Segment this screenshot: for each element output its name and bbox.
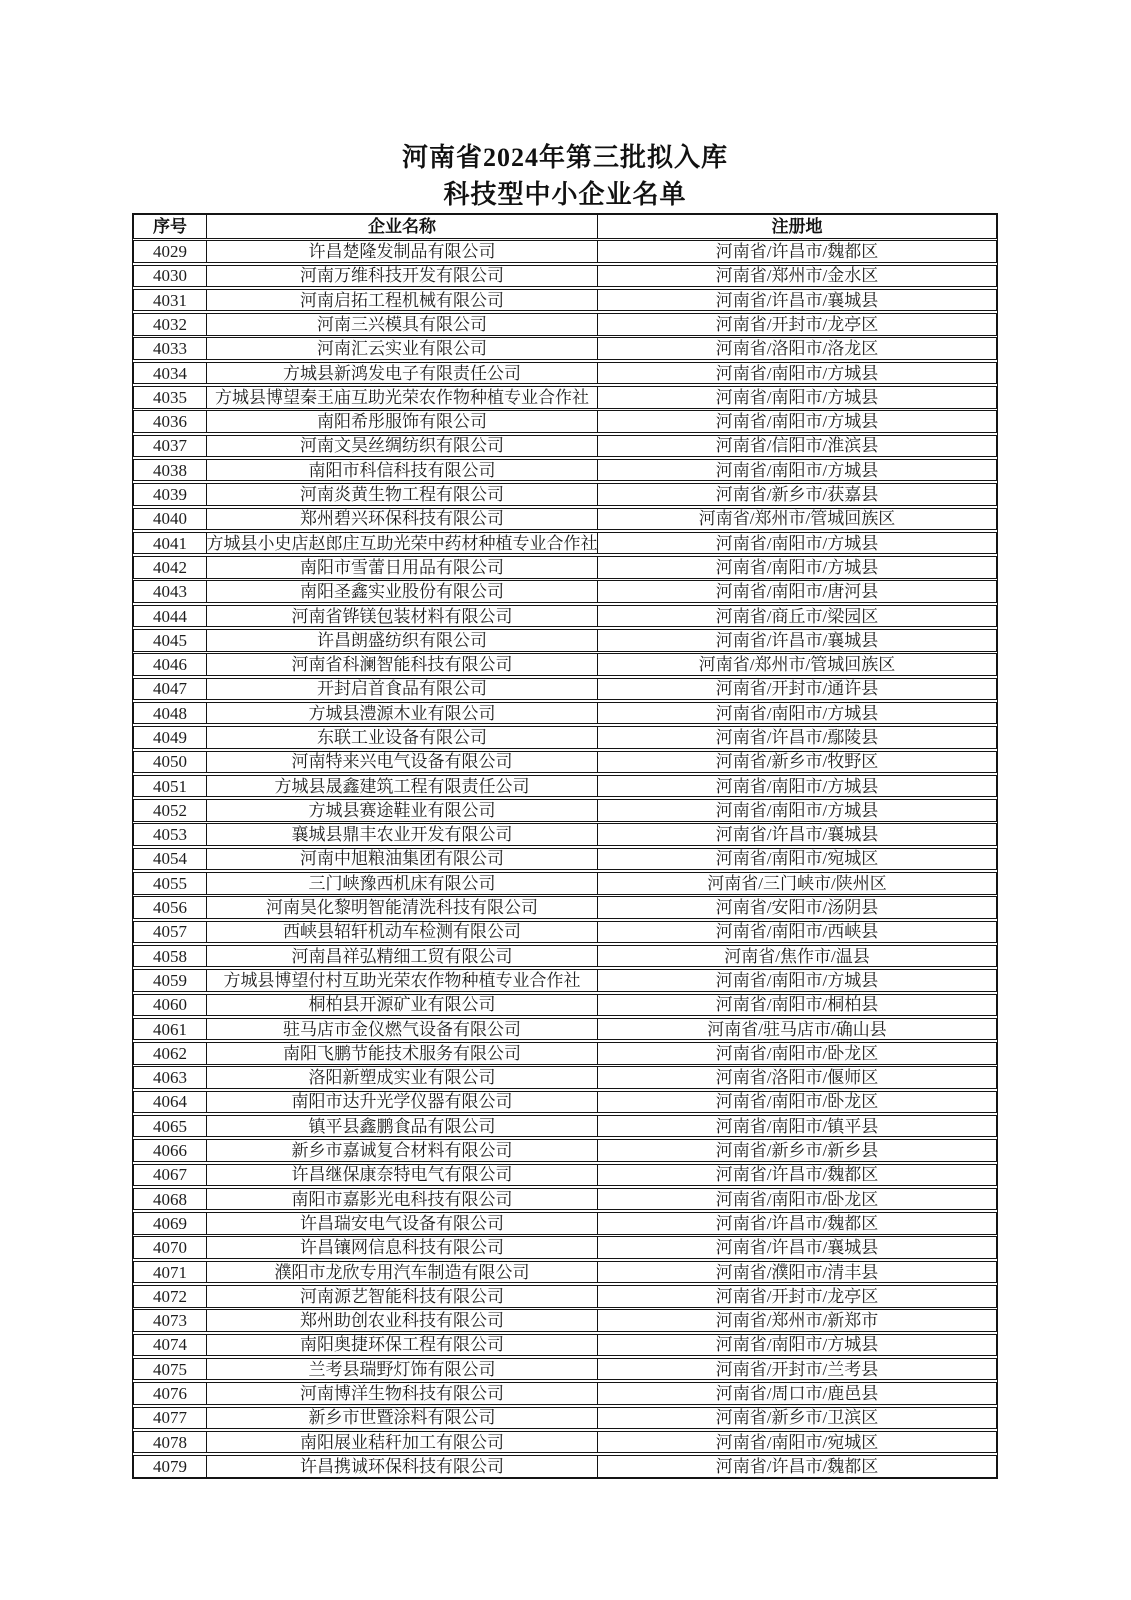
table-row: [133, 459, 997, 482]
table-row: [133, 1455, 997, 1478]
row-region: 河南省/许昌市/襄城县: [715, 825, 879, 845]
row-seq: 4046: [134, 654, 207, 675]
row-region: 河南省/南阳市/方城县: [715, 800, 879, 820]
row-seq: 4054: [134, 849, 207, 870]
table-row: [133, 435, 997, 458]
table-row: [133, 605, 997, 628]
row-seq: 4067: [134, 1165, 207, 1186]
row-region: 河南省/濮阳市/清丰县: [715, 1262, 879, 1282]
table-row: [133, 1334, 997, 1357]
row-company: 许昌朗盛纺织有限公司: [207, 630, 598, 651]
row-region: 河南省/洛阳市/偃师区: [715, 1068, 879, 1088]
table-row: [133, 1285, 997, 1308]
row-company: 方城县新鸿发电子有限责任公司: [207, 363, 598, 384]
row-company: 河南炎黄生物工程有限公司: [207, 484, 598, 505]
row-region: 河南省/三门峡市/陕州区: [707, 873, 887, 893]
row-seq: 4048: [134, 703, 207, 724]
row-seq: 4051: [134, 776, 207, 797]
row-region: 河南省/南阳市/镇平县: [715, 1116, 879, 1136]
row-seq: 4038: [134, 460, 207, 481]
table-row: [133, 556, 997, 579]
row-region: 河南省/商丘市/梁园区: [715, 606, 879, 626]
document-title: [132, 139, 998, 213]
row-company: 南阳圣鑫实业股份有限公司: [207, 581, 598, 602]
table-row: [133, 896, 997, 919]
row-region: 河南省/南阳市/桐柏县: [715, 995, 879, 1015]
row-seq: 4050: [134, 752, 207, 773]
table-body: [133, 240, 997, 1477]
table-row: [133, 1188, 997, 1211]
row-seq: 4070: [134, 1237, 207, 1258]
row-seq: 4029: [134, 241, 207, 262]
row-region: 河南省/许昌市/襄城县: [715, 1238, 879, 1258]
row-region: 河南省/南阳市/方城县: [715, 460, 879, 480]
header-seq: 序号: [134, 215, 207, 238]
row-seq: 4073: [134, 1310, 207, 1331]
row-region: 河南省/南阳市/宛城区: [715, 849, 879, 869]
table-row: [133, 337, 997, 360]
row-region: 河南省/郑州市/管城回族区: [698, 509, 896, 529]
row-company: 河南启拓工程机械有限公司: [207, 290, 598, 311]
table-row: [133, 532, 997, 555]
row-company: 南阳市嘉影光电科技有限公司: [207, 1189, 598, 1210]
row-region: 河南省/开封市/兰考县: [715, 1359, 879, 1379]
table-row: [133, 1358, 997, 1381]
table-row: [133, 313, 997, 336]
row-region: 河南省/许昌市/魏都区: [715, 242, 879, 262]
table-row: [133, 1139, 997, 1162]
row-seq: 4036: [134, 411, 207, 432]
row-company: 开封启首食品有限公司: [207, 679, 598, 700]
row-company: 南阳市雪蕾日用品有限公司: [207, 557, 598, 578]
row-seq: 4035: [134, 387, 207, 408]
row-company: 濮阳市龙欣专用汽车制造有限公司: [207, 1262, 598, 1283]
row-region: 河南省/新乡市/新乡县: [715, 1141, 879, 1161]
table-row: [133, 483, 997, 506]
row-seq: 4049: [134, 727, 207, 748]
row-region: 河南省/许昌市/襄城县: [715, 630, 879, 650]
row-region: 河南省/周口市/鹿邑县: [715, 1384, 879, 1403]
row-region: 河南省/南阳市/方城县: [715, 703, 879, 723]
table-row: [133, 580, 997, 603]
row-company: 河南三兴模具有限公司: [207, 314, 598, 335]
row-region: 河南省/南阳市/方城县: [715, 533, 879, 553]
row-company: 河南文昊丝绸纺织有限公司: [207, 436, 598, 457]
row-company: 南阳希彤服饰有限公司: [207, 411, 598, 432]
row-region: 河南省/许昌市/襄城县: [715, 290, 879, 310]
table-row: [133, 702, 997, 725]
row-region: 河南省/南阳市/方城县: [715, 776, 879, 796]
row-company: 方城县博望秦王庙互助光荣农作物种植专业合作社: [207, 387, 598, 408]
row-region: 河南省/南阳市/方城县: [715, 363, 879, 383]
row-seq: 4076: [134, 1383, 207, 1404]
company-table: [132, 213, 998, 1479]
row-seq: 4059: [134, 970, 207, 991]
row-company: 南阳奥捷环保工程有限公司: [207, 1335, 598, 1356]
table-row: [133, 1042, 997, 1065]
row-region: 河南省/南阳市/方城县: [715, 1335, 879, 1355]
row-region: 河南省/郑州市/管城回族区: [698, 655, 896, 675]
row-seq: 4031: [134, 290, 207, 311]
row-company: 南阳市达升光学仪器有限公司: [207, 1092, 598, 1113]
row-company: 方城县小史店赵郎庄互助光荣中药材种植专业合作社: [207, 533, 598, 553]
row-company: 许昌镶网信息科技有限公司: [207, 1237, 598, 1258]
table-row: [133, 678, 997, 701]
row-company: 镇平县鑫鹏食品有限公司: [207, 1116, 598, 1137]
table-row: [133, 508, 997, 531]
table-row: [133, 1212, 997, 1235]
row-region: 河南省/安阳市/汤阴县: [715, 898, 879, 918]
row-company: 东联工业设备有限公司: [207, 727, 598, 748]
table-row: [133, 410, 997, 433]
row-seq: 4065: [134, 1116, 207, 1137]
row-seq: 4041: [134, 533, 207, 554]
row-company: 许昌瑞安电气设备有限公司: [207, 1213, 598, 1234]
row-company: 方城县澧源木业有限公司: [207, 703, 598, 724]
row-region: 河南省/南阳市/唐河县: [715, 582, 879, 602]
row-seq: 4052: [134, 800, 207, 821]
table-row: [133, 945, 997, 968]
table-row: [133, 848, 997, 871]
row-company: 河南万维科技开发有限公司: [207, 266, 598, 287]
row-company: 兰考县瑞野灯饰有限公司: [207, 1359, 598, 1380]
row-seq: 4057: [134, 922, 207, 943]
row-seq: 4079: [134, 1456, 207, 1477]
row-company: 许昌携诚环保科技有限公司: [207, 1456, 598, 1477]
table-row: [133, 726, 997, 749]
header-company: 企业名称: [207, 215, 598, 238]
table-row: [133, 1261, 997, 1284]
row-region: 河南省/许昌市/魏都区: [715, 1165, 879, 1185]
row-seq: 4075: [134, 1359, 207, 1380]
table-row: [133, 1309, 997, 1332]
table-row: [133, 969, 997, 992]
row-seq: 4064: [134, 1092, 207, 1113]
row-seq: 4071: [134, 1262, 207, 1283]
row-seq: 4045: [134, 630, 207, 651]
row-region: 河南省/许昌市/魏都区: [715, 1213, 879, 1233]
table-row: [133, 1407, 997, 1430]
row-company: 南阳飞鹏节能技术服务有限公司: [207, 1043, 598, 1064]
table-row: [133, 386, 997, 409]
row-region: 河南省/驻马店市/确山县: [707, 1019, 887, 1039]
row-region: 河南省/南阳市/卧龙区: [715, 1043, 879, 1063]
row-company: 河南汇云实业有限公司: [207, 338, 598, 359]
row-company: 驻马店市金仪燃气设备有限公司: [207, 1019, 598, 1040]
row-region: 河南省/焦作市/温县: [724, 946, 870, 966]
table-row: [133, 823, 997, 846]
table-header-row: [133, 214, 997, 239]
table-row: [133, 921, 997, 944]
table-row: [133, 362, 997, 385]
row-company: 河南省铧镁包装材料有限公司: [207, 606, 598, 627]
row-seq: 4056: [134, 897, 207, 918]
row-seq: 4060: [134, 995, 207, 1016]
row-seq: 4039: [134, 484, 207, 505]
row-region: 河南省/南阳市/方城县: [715, 387, 879, 407]
row-company: 河南昌祥弘精细工贸有限公司: [207, 946, 598, 967]
row-company: 桐柏县开源矿业有限公司: [207, 995, 598, 1016]
row-region: 河南省/郑州市/金水区: [715, 266, 879, 286]
table-row: [133, 629, 997, 652]
row-seq: 4040: [134, 509, 207, 530]
table-row: [133, 751, 997, 774]
table-row: [133, 1431, 997, 1454]
row-region: 河南省/南阳市/方城县: [715, 970, 879, 990]
row-region: 河南省/新乡市/卫滨区: [715, 1408, 879, 1428]
row-seq: 4066: [134, 1140, 207, 1161]
row-seq: 4055: [134, 873, 207, 894]
table-row: [133, 1091, 997, 1114]
row-company: 新乡市世暨涂料有限公司: [207, 1408, 598, 1429]
row-seq: 4053: [134, 824, 207, 845]
row-company: 河南省科澜智能科技有限公司: [207, 654, 598, 675]
row-seq: 4030: [134, 266, 207, 287]
row-region: 河南省/开封市/龙亭区: [715, 314, 879, 334]
table-row: [133, 240, 997, 263]
table-row: [133, 1018, 997, 1041]
row-region: 河南省/许昌市/鄢陵县: [715, 727, 879, 747]
row-company: 郑州碧兴环保科技有限公司: [207, 509, 598, 530]
row-seq: 4058: [134, 946, 207, 967]
table-row: [133, 653, 997, 676]
row-region: 河南省/南阳市/方城县: [715, 412, 879, 432]
row-seq: 4047: [134, 679, 207, 700]
row-region: 河南省/南阳市/卧龙区: [715, 1189, 879, 1209]
row-region: 河南省/开封市/通许县: [715, 679, 879, 699]
row-region: 河南省/南阳市/宛城区: [715, 1432, 879, 1452]
table-row: [133, 289, 997, 312]
header-region: 注册地: [771, 216, 823, 236]
row-company: 方城县赛途鞋业有限公司: [207, 800, 598, 821]
row-region: 河南省/新乡市/获嘉县: [715, 485, 879, 505]
table-row: [133, 1164, 997, 1187]
table-row: [133, 994, 997, 1017]
row-company: 洛阳新塑成实业有限公司: [207, 1067, 598, 1088]
row-region: 河南省/信阳市/淮滨县: [715, 436, 879, 456]
row-seq: 4043: [134, 581, 207, 602]
row-seq: 4069: [134, 1213, 207, 1234]
row-company: 郑州助创农业科技有限公司: [207, 1310, 598, 1331]
row-seq: 4062: [134, 1043, 207, 1064]
row-seq: 4072: [134, 1286, 207, 1307]
row-region: 河南省/开封市/龙亭区: [715, 1286, 879, 1306]
row-company: 河南博洋生物科技有限公司: [207, 1383, 598, 1404]
row-company: 许昌楚隆发制品有限公司: [207, 241, 598, 262]
row-company: 襄城县鼎丰农业开发有限公司: [207, 824, 598, 845]
row-region: 河南省/南阳市/卧龙区: [715, 1092, 879, 1112]
table-row: [133, 1382, 997, 1405]
row-region: 河南省/新乡市/牧野区: [715, 752, 879, 772]
row-seq: 4068: [134, 1189, 207, 1210]
row-company: 河南源艺智能科技有限公司: [207, 1286, 598, 1307]
row-seq: 4033: [134, 338, 207, 359]
row-seq: 4061: [134, 1019, 207, 1040]
row-seq: 4032: [134, 314, 207, 335]
row-region: 河南省/郑州市/新郑市: [715, 1311, 879, 1331]
row-region: 河南省/许昌市/魏都区: [715, 1456, 879, 1476]
row-seq: 4044: [134, 606, 207, 627]
row-company: 河南特来兴电气设备有限公司: [207, 752, 598, 773]
row-company: 南阳展业秸秆加工有限公司: [207, 1432, 598, 1453]
row-region: 河南省/洛阳市/洛龙区: [715, 339, 879, 359]
table-row: [133, 775, 997, 798]
row-seq: 4034: [134, 363, 207, 384]
row-company: 方城县博望付村互助光荣农作物种植专业合作社: [207, 970, 598, 991]
row-company: 新乡市嘉诚复合材料有限公司: [207, 1140, 598, 1161]
row-seq: 4074: [134, 1335, 207, 1356]
table-row: [133, 265, 997, 288]
row-region: 河南省/南阳市/方城县: [715, 557, 879, 577]
row-seq: 4077: [134, 1408, 207, 1429]
row-company: 河南中旭粮油集团有限公司: [207, 849, 598, 870]
row-seq: 4063: [134, 1067, 207, 1088]
row-region: 河南省/南阳市/西峡县: [715, 922, 879, 942]
row-seq: 4042: [134, 557, 207, 578]
table-row: [133, 1236, 997, 1259]
title-line-2: 科技型中小企业名单: [443, 180, 687, 209]
table-row: [133, 1066, 997, 1089]
table-row: [133, 872, 997, 895]
row-company: 西峡县轺轩机动车检测有限公司: [207, 922, 598, 943]
row-seq: 4078: [134, 1432, 207, 1453]
row-company: 三门峡豫西机床有限公司: [207, 873, 598, 894]
row-company: 许昌继保康奈特电气有限公司: [207, 1165, 598, 1186]
row-company: 方城县晟鑫建筑工程有限责任公司: [207, 776, 598, 797]
table-row: [133, 1115, 997, 1138]
row-company: 河南昊化黎明智能清洗科技有限公司: [207, 897, 598, 918]
row-company: 南阳市科信科技有限公司: [207, 460, 598, 481]
title-line-1: 河南省2024年第三批拟入库: [401, 143, 728, 172]
row-seq: 4037: [134, 436, 207, 457]
table-row: [133, 799, 997, 822]
